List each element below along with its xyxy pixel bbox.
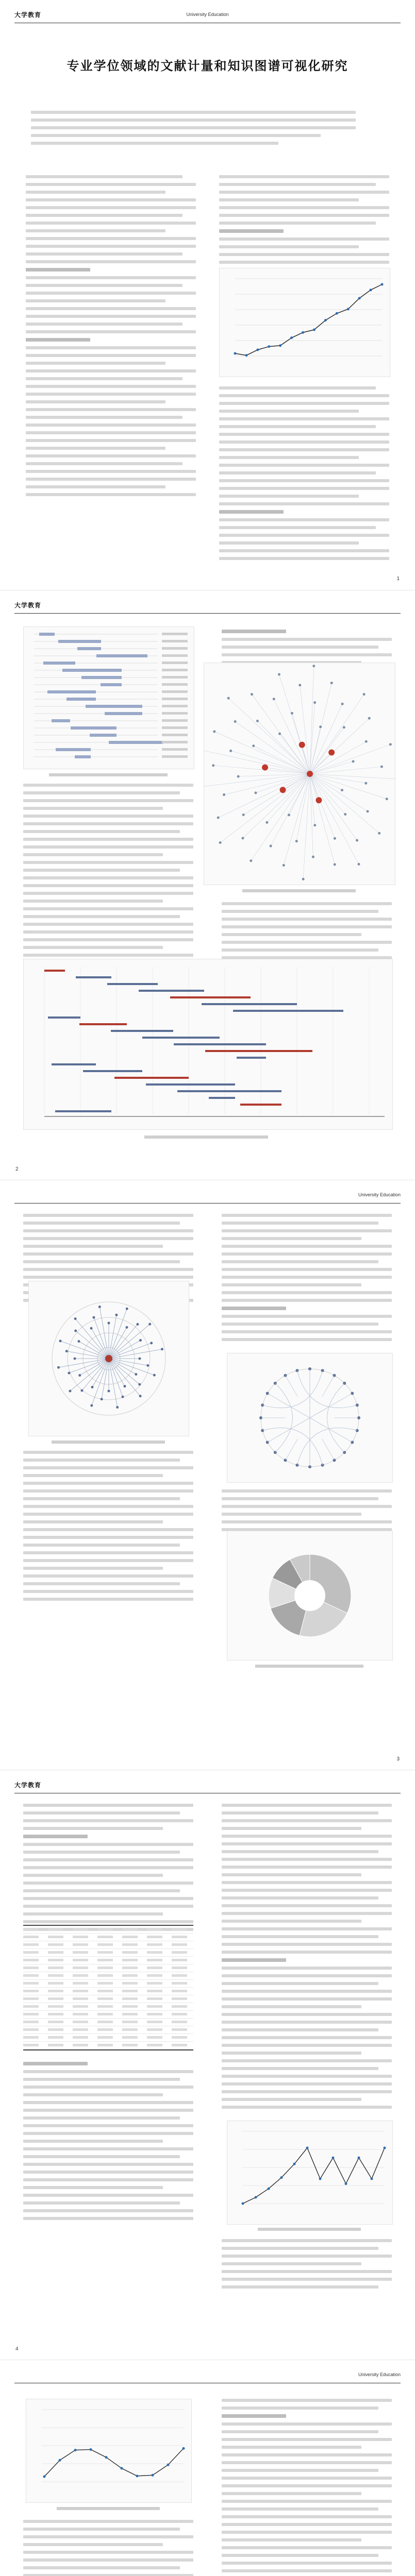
radial-node [150, 1342, 153, 1344]
radial-node [161, 1348, 163, 1350]
network-node [363, 693, 366, 696]
timeline-segment [56, 748, 91, 751]
timeline-bar [79, 1023, 127, 1025]
network-node [334, 837, 336, 840]
series-point [384, 2147, 386, 2149]
page-3 [0, 1180, 415, 1770]
series-point [105, 2456, 108, 2459]
body-column-right-2 [219, 386, 389, 565]
network-edge [279, 674, 310, 774]
timeline-segment [101, 683, 122, 686]
cluster-node [333, 1459, 336, 1462]
network-node [364, 782, 367, 785]
network-node [328, 749, 335, 755]
figure-3-caption [242, 889, 356, 892]
chart-series-line [235, 284, 382, 355]
timeline-segment [75, 755, 91, 758]
radial-node [108, 1390, 110, 1393]
timeline-label-placeholder [162, 712, 188, 715]
radial-node [90, 1327, 93, 1330]
network-node [254, 791, 257, 794]
figure-9-caption [57, 2507, 160, 2510]
network-node [283, 864, 285, 867]
figure-1-line-chart [219, 268, 390, 377]
network-node [242, 837, 244, 839]
radial-node [139, 1358, 141, 1360]
network-node [380, 766, 383, 768]
body-column-left [26, 175, 196, 501]
network-node [344, 813, 346, 816]
cluster-link [322, 1439, 335, 1460]
radial-node [108, 1322, 110, 1325]
network-node [295, 840, 298, 842]
network-node [367, 810, 369, 812]
network-node [256, 720, 259, 722]
network-node [262, 765, 268, 771]
radial-node [80, 1389, 83, 1392]
cluster-link [286, 1376, 298, 1397]
cluster-circle-graph [259, 1367, 360, 1468]
running-header [14, 1190, 401, 1204]
timeline-bar [170, 996, 251, 998]
radial-node [74, 1317, 77, 1320]
network-node [313, 701, 316, 704]
figure-3-keyword-network [204, 663, 395, 885]
network-node [237, 775, 240, 778]
network-node [298, 684, 301, 686]
series-line [44, 2448, 184, 2477]
network-edge [218, 774, 310, 818]
cluster-node [333, 1374, 336, 1377]
cluster-node [261, 1429, 264, 1432]
timeline-label-placeholder [162, 633, 188, 635]
network-node [386, 798, 388, 800]
timeline-bar [233, 1010, 343, 1012]
network-node [217, 817, 220, 819]
radial-node [78, 1374, 81, 1377]
network-node [250, 859, 252, 862]
series-point [59, 2459, 61, 2462]
cluster-link [322, 1376, 335, 1397]
journal-title: University Education [186, 12, 229, 17]
timeline-segment [86, 705, 142, 708]
network-node [229, 750, 232, 752]
timeline-bar [114, 1077, 189, 1079]
journal-logo: 大学教育 [14, 602, 42, 609]
timeline-label-placeholder [162, 640, 188, 642]
network-edge [235, 722, 310, 774]
body-column-left [23, 2520, 193, 2576]
page-number: 2 [15, 1166, 19, 1172]
network-node [299, 742, 305, 748]
running-header [14, 600, 401, 614]
journal-logo: 大学教育 [14, 11, 42, 19]
chart-point [234, 352, 237, 355]
figure-5-radial-chart [28, 1281, 189, 1436]
network-node [356, 839, 358, 842]
timeline-bar [76, 976, 111, 978]
network-edge [303, 774, 310, 879]
figure-2-caption [49, 773, 168, 776]
radial-node [90, 1404, 93, 1407]
cluster-link [262, 1428, 322, 1465]
network-node [265, 821, 268, 824]
cluster-link [297, 1428, 357, 1465]
network-node [378, 832, 380, 835]
journal-title: University Education [358, 2372, 401, 2377]
radial-node [68, 1372, 70, 1375]
network-node [273, 698, 275, 700]
timeline-bars [44, 967, 385, 1116]
radial-node [136, 1323, 139, 1326]
page-number: 3 [396, 1756, 400, 1762]
figure-4-timeline-chart [23, 959, 393, 1130]
timeline-segment [43, 662, 75, 665]
timeline-rows [34, 633, 188, 758]
timeline-bar [48, 1016, 80, 1019]
page-2 [0, 590, 415, 1180]
series-point [280, 2176, 283, 2179]
radial-node [65, 1350, 68, 1352]
timeline-label-placeholder [162, 662, 188, 664]
cluster-link [262, 1370, 322, 1408]
network-edge [310, 704, 342, 774]
network-node [278, 673, 280, 676]
network-edge [224, 774, 310, 795]
figure-5-caption [52, 1440, 165, 1444]
timeline-segment [77, 647, 101, 650]
network-edge [310, 774, 313, 857]
timeline-bar [111, 1030, 173, 1032]
figure-6-cluster-circle [227, 1353, 393, 1483]
network-node [341, 789, 343, 791]
running-header [14, 9, 401, 23]
timeline-bar [174, 1043, 266, 1045]
radial-node [101, 1398, 103, 1400]
chart-point [268, 345, 270, 348]
radial-node [74, 1330, 77, 1332]
series-point [136, 2475, 139, 2477]
series-point [371, 2178, 373, 2180]
figure-9-chart [26, 2399, 192, 2503]
figure-8-caption [258, 2228, 361, 2231]
timeline-label-placeholder [162, 669, 188, 671]
network-edge [310, 666, 314, 774]
network-node [312, 856, 314, 858]
cluster-link [262, 1370, 322, 1408]
page-number: 1 [396, 576, 400, 582]
network-graph [204, 665, 395, 880]
series-point [121, 2467, 123, 2470]
timeline-label-placeholder [162, 734, 188, 736]
network-node [251, 693, 253, 696]
body-column-left [23, 784, 193, 969]
line-chart-series [242, 2131, 386, 2205]
series-point [90, 2448, 92, 2451]
series-point [152, 2474, 154, 2477]
timeline-bar [55, 1110, 111, 1112]
timeline-bar [146, 1083, 235, 1086]
network-node [212, 764, 214, 767]
network-node [270, 845, 272, 848]
timeline-label-placeholder [162, 755, 188, 758]
radial-node [148, 1323, 151, 1326]
pie-hole [294, 1580, 325, 1611]
radial-node [153, 1374, 156, 1377]
timeline-bar [177, 1090, 281, 1092]
timeline-label-placeholder [162, 698, 188, 700]
radial-node [126, 1308, 128, 1310]
cluster-node [356, 1403, 359, 1406]
network-edge [310, 774, 366, 783]
cluster-link [297, 1428, 357, 1465]
timeline-bar [209, 1097, 235, 1099]
network-node [313, 824, 316, 826]
chart-point [336, 312, 338, 315]
network-node [352, 760, 355, 762]
body-column-right [222, 2399, 392, 2576]
network-edge [274, 699, 310, 774]
radial-node [91, 1386, 94, 1388]
network-edge [300, 685, 310, 774]
chart-point [324, 319, 327, 321]
radial-node [135, 1373, 137, 1376]
body-column-left-2 [23, 2059, 193, 2225]
radial-node [57, 1366, 60, 1369]
network-node [280, 787, 286, 793]
network-node [312, 665, 315, 667]
body-column-left [23, 1804, 193, 1936]
series-point [332, 2157, 335, 2159]
chart-point [279, 344, 281, 347]
series-point [358, 2157, 360, 2159]
series-point [319, 2178, 322, 2180]
timeline-label-placeholder [162, 748, 188, 751]
timeline-label-placeholder [162, 741, 188, 743]
cluster-link [262, 1428, 322, 1465]
chart-point [358, 297, 361, 299]
network-edge [251, 774, 310, 861]
radial-node [139, 1395, 142, 1397]
timeline-segment [109, 741, 163, 744]
timeline-bar [52, 1063, 96, 1065]
series-point [268, 2188, 270, 2190]
timeline-segment [52, 719, 70, 722]
radial-center-node [105, 1355, 112, 1362]
timeline-label-placeholder [162, 719, 188, 722]
network-node [291, 712, 293, 715]
body-column-right-2 [222, 902, 392, 964]
cluster-node [261, 1403, 264, 1406]
network-edge [310, 774, 335, 838]
series-point [255, 2196, 257, 2199]
page-1 [0, 0, 415, 590]
chart-point [290, 336, 293, 339]
body-column-right [222, 1804, 392, 2113]
timeline-bar [83, 1070, 142, 1072]
network-node [334, 863, 336, 866]
body-column-right-2 [222, 1489, 392, 1536]
network-node [278, 733, 281, 735]
network-edge [310, 774, 395, 779]
radial-node [92, 1316, 95, 1319]
radial-node [124, 1385, 126, 1387]
network-edge [310, 694, 364, 774]
figure-7-caption [255, 1665, 363, 1668]
cluster-link [286, 1439, 298, 1460]
timeline-label-placeholder [162, 690, 188, 693]
timeline-segment [96, 654, 147, 657]
network-edge [220, 774, 310, 843]
timeline-bar [139, 990, 204, 992]
network-edge [310, 744, 390, 774]
journal-logo: 大学教育 [14, 1782, 42, 1789]
network-node [365, 740, 368, 743]
radial-node [59, 1340, 62, 1342]
radial-node [139, 1339, 142, 1342]
network-node [227, 697, 230, 700]
cluster-link [297, 1370, 357, 1408]
timeline-label-placeholder [162, 654, 188, 657]
radial-node [122, 1396, 124, 1398]
chart-gridlines [235, 279, 382, 356]
network-node [252, 744, 255, 747]
series-line [243, 2148, 385, 2204]
network-node [288, 814, 290, 816]
radial-node [138, 1383, 141, 1386]
figure-4-caption [144, 1136, 268, 1139]
radial-graph [52, 1302, 165, 1415]
series-point [242, 2202, 244, 2205]
chart-point [245, 354, 247, 357]
network-node [358, 863, 360, 866]
figure-8-line-chart [227, 2121, 393, 2225]
series-point [293, 2163, 296, 2165]
timeline-bar [44, 970, 65, 972]
network-node [234, 720, 237, 723]
chart-point [381, 283, 384, 286]
network-edge [228, 698, 310, 774]
series-point [43, 2476, 46, 2478]
radial-node [115, 1314, 118, 1316]
body-column-right-2 [222, 2239, 392, 2293]
network-edge [310, 774, 345, 814]
body-column-right [222, 1214, 392, 1346]
chart-point [302, 331, 304, 334]
timeline-segment [62, 669, 122, 672]
timeline-segment [81, 676, 122, 679]
timeline-bar [142, 1037, 220, 1039]
network-node [341, 703, 344, 705]
network-node [330, 682, 333, 684]
network-node [219, 841, 222, 844]
timeline-bar [205, 1050, 312, 1052]
network-node [223, 793, 225, 796]
running-header [14, 2369, 401, 2383]
article-title: 专业学位领域的文献计量和知识图谱可视化研究 [67, 58, 348, 73]
chart-point [313, 329, 316, 331]
network-node [213, 730, 215, 733]
timeline-segment [90, 734, 117, 737]
radial-node [126, 1326, 128, 1329]
radial-node [146, 1364, 149, 1367]
timeline-label-placeholder [162, 647, 188, 650]
timeline-segment [47, 690, 96, 693]
cluster-node [356, 1429, 359, 1432]
abstract-block [31, 111, 384, 149]
cluster-node [284, 1374, 287, 1377]
figure-2-cluster-timeline [23, 626, 194, 769]
page-number: 4 [15, 2346, 19, 2352]
journal-title: University Education [358, 1192, 401, 1197]
timeline-segment [71, 726, 117, 730]
timeline-segment [105, 712, 142, 715]
network-edge [271, 774, 310, 846]
chart-point [347, 308, 350, 310]
radial-node [116, 1406, 119, 1409]
radial-node [74, 1358, 76, 1360]
timeline-label-placeholder [162, 676, 188, 679]
body-column-left-2 [23, 1451, 193, 1605]
radial-node [77, 1340, 80, 1343]
network-node [302, 878, 305, 880]
chart-point [256, 348, 259, 351]
network-node [368, 717, 371, 720]
network-node [343, 726, 345, 728]
timeline-label-placeholder [162, 705, 188, 707]
series-point [74, 2449, 77, 2451]
network-edge [310, 774, 357, 840]
network-node [389, 743, 392, 745]
series-point [182, 2447, 185, 2450]
timeline-label-placeholder [162, 683, 188, 686]
figure-7-pie-chart [227, 1531, 393, 1660]
page-5 [0, 2360, 415, 2576]
network-edge [243, 774, 310, 838]
page-4 [0, 1770, 415, 2360]
network-node [242, 814, 245, 816]
radial-node [98, 1306, 101, 1308]
timeline-segment [67, 698, 96, 701]
network-node [316, 797, 322, 803]
network-edge [310, 774, 379, 833]
timeline-bar [202, 1003, 297, 1005]
timeline-bar [107, 983, 158, 985]
timeline-segment [39, 633, 55, 636]
series-point [345, 2182, 347, 2185]
timeline-segment [58, 640, 101, 643]
timeline-bar [237, 1057, 266, 1059]
cluster-node [284, 1459, 287, 1462]
network-node [307, 771, 313, 777]
network-node [319, 725, 322, 728]
series-point [167, 2464, 170, 2466]
timeline-bar [240, 1104, 281, 1106]
running-header [14, 1780, 401, 1793]
chart-series [42, 2410, 185, 2482]
series-point [306, 2147, 309, 2149]
chart-point [370, 289, 372, 291]
radial-node [69, 1389, 71, 1392]
table-1 [23, 1925, 193, 2050]
timeline-label-placeholder [162, 726, 188, 729]
cluster-link [297, 1370, 357, 1408]
pie-slices [269, 1554, 351, 1637]
